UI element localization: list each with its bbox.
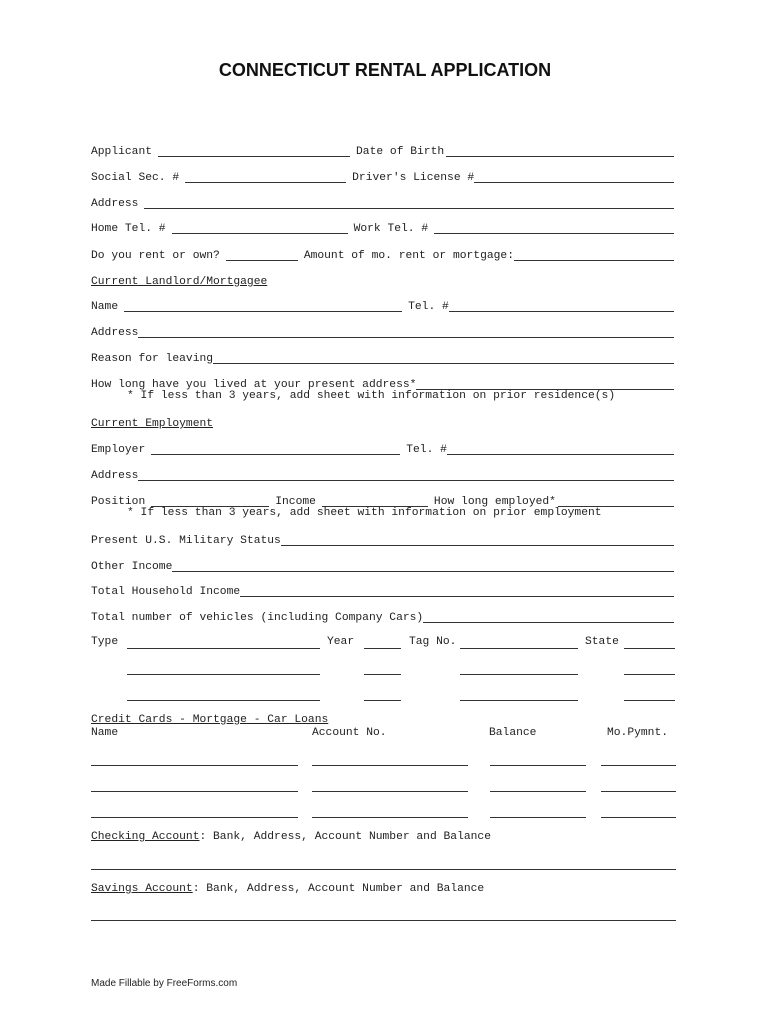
rent-own-field[interactable] xyxy=(226,249,298,261)
row-address xyxy=(91,196,676,210)
row-employer xyxy=(91,442,676,456)
checking-field[interactable] xyxy=(91,869,676,870)
applicant-field[interactable] xyxy=(158,145,350,157)
credit-payment-field-3[interactable] xyxy=(601,817,676,818)
state-label: State xyxy=(585,636,619,648)
vehicles-field[interactable] xyxy=(423,611,674,623)
work-tel-label: Work Tel. # xyxy=(353,223,429,235)
residence-note: * If less than 3 years, add sheet with information on prior residence(s) xyxy=(127,390,616,402)
footer-credit: Made Fillable by FreeForms.com xyxy=(91,978,238,989)
credit-account-field-2[interactable] xyxy=(312,791,468,792)
row-vehicles xyxy=(91,610,676,624)
row-employment-heading xyxy=(91,416,676,430)
how-long-employed-label: How long employed* xyxy=(433,496,556,508)
vehicles-label: Total number of vehicles (including Company Cars) xyxy=(91,612,424,624)
landlord-address-field[interactable] xyxy=(138,326,674,338)
amount-label: Amount of mo. rent or mortgage: xyxy=(303,250,514,262)
credit-balance-field-2[interactable] xyxy=(490,791,586,792)
col-account-label: Account No. xyxy=(312,727,387,739)
how-long-employed-field[interactable] xyxy=(558,495,674,507)
row-phones xyxy=(91,221,676,235)
military-label: Present U.S. Military Status xyxy=(91,535,281,547)
vehicle-year-field-2[interactable] xyxy=(364,674,401,675)
credit-heading: Credit Cards - Mortgage - Car Loans xyxy=(91,714,329,726)
landlord-name-field[interactable] xyxy=(124,300,402,312)
vehicle-type-field-1[interactable] xyxy=(127,648,320,649)
how-long-field[interactable] xyxy=(416,378,674,390)
rent-own-label: Do you rent or own? xyxy=(91,250,220,262)
row-how-long xyxy=(91,377,676,391)
tag-label: Tag No. xyxy=(409,636,457,648)
row-applicant xyxy=(91,144,676,158)
vehicle-state-field-2[interactable] xyxy=(624,674,675,675)
row-rent-own xyxy=(91,248,676,262)
ssn-field[interactable] xyxy=(185,171,346,183)
reason-label: Reason for leaving xyxy=(91,353,214,365)
savings-field[interactable] xyxy=(91,920,676,921)
income-field[interactable] xyxy=(322,495,428,507)
position-field[interactable] xyxy=(151,495,269,507)
vehicle-tag-field-1[interactable] xyxy=(460,648,578,649)
type-label: Type xyxy=(91,636,119,648)
row-household-income xyxy=(91,584,676,598)
reason-field[interactable] xyxy=(213,352,674,364)
vehicle-state-field-3[interactable] xyxy=(624,700,675,701)
savings-heading: Savings Account xyxy=(91,883,193,895)
row-position xyxy=(91,494,676,508)
row-reason xyxy=(91,351,676,365)
home-tel-field[interactable] xyxy=(172,222,348,234)
address-field[interactable] xyxy=(144,197,674,209)
landlord-name-label: Name xyxy=(91,301,119,313)
ssn-label: Social Sec. # xyxy=(91,172,180,184)
row-other-income xyxy=(91,559,676,573)
row-landlord-address xyxy=(91,325,676,339)
row-military xyxy=(91,533,676,547)
savings-description: : Bank, Address, Account Number and Balance xyxy=(192,883,485,895)
credit-name-field-2[interactable] xyxy=(91,791,298,792)
savings-label xyxy=(91,883,484,895)
checking-description: : Bank, Address, Account Number and Balance xyxy=(199,831,491,843)
vehicle-tag-field-2[interactable] xyxy=(460,674,578,675)
credit-account-field-3[interactable] xyxy=(312,817,468,818)
income-label: Income xyxy=(275,496,316,508)
employment-heading: Current Employment xyxy=(91,418,214,430)
vehicle-state-field-1[interactable] xyxy=(624,648,675,649)
dob-label: Date of Birth xyxy=(356,146,445,158)
dob-field[interactable] xyxy=(446,145,674,157)
vehicle-tag-field-3[interactable] xyxy=(460,700,578,701)
applicant-label: Applicant xyxy=(91,146,153,158)
row-employer-address xyxy=(91,468,676,482)
employer-tel-label: Tel. # xyxy=(406,444,447,456)
checking-label xyxy=(91,831,491,843)
amount-field[interactable] xyxy=(514,249,674,261)
row-ssn xyxy=(91,170,676,184)
license-label: Driver's License # xyxy=(352,172,475,184)
landlord-heading: Current Landlord/Mortgagee xyxy=(91,276,268,288)
landlord-tel-label: Tel. # xyxy=(408,301,449,313)
credit-account-field-1[interactable] xyxy=(312,765,468,766)
checking-heading: Checking Account xyxy=(91,831,200,843)
vehicle-type-field-3[interactable] xyxy=(127,700,320,701)
landlord-tel-field[interactable] xyxy=(449,300,674,312)
col-payment-label: Mo.Pymnt. xyxy=(607,727,669,739)
credit-payment-field-1[interactable] xyxy=(601,765,676,766)
license-field[interactable] xyxy=(474,171,674,183)
row-landlord-name xyxy=(91,299,676,313)
address-label: Address xyxy=(91,198,139,210)
employer-field[interactable] xyxy=(151,443,400,455)
employment-note: * If less than 3 years, add sheet with information on prior employment xyxy=(127,507,602,519)
employer-address-label: Address xyxy=(91,470,139,482)
employer-address-field[interactable] xyxy=(138,469,674,481)
position-label: Position xyxy=(91,496,146,508)
household-income-label: Total Household Income xyxy=(91,586,241,598)
landlord-address-label: Address xyxy=(91,327,139,339)
household-income-field[interactable] xyxy=(240,585,674,597)
col-balance-label: Balance xyxy=(489,727,537,739)
vehicle-type-field-2[interactable] xyxy=(127,674,320,675)
military-field[interactable] xyxy=(281,534,674,546)
credit-payment-field-2[interactable] xyxy=(601,791,676,792)
row-landlord-heading xyxy=(91,274,676,288)
home-tel-label: Home Tel. # xyxy=(91,223,166,235)
year-label: Year xyxy=(327,636,355,648)
how-long-label: How long have you lived at your present address* xyxy=(91,379,417,391)
credit-balance-field-3[interactable] xyxy=(490,817,586,818)
other-income-label: Other Income xyxy=(91,561,173,573)
employer-tel-field[interactable] xyxy=(447,443,674,455)
other-income-field[interactable] xyxy=(172,560,674,572)
col-name-label: Name xyxy=(91,727,119,739)
credit-name-field-3[interactable] xyxy=(91,817,298,818)
credit-balance-field-1[interactable] xyxy=(490,765,586,766)
employer-label: Employer xyxy=(91,444,146,456)
form-title: CONNECTICUT RENTAL APPLICATION xyxy=(218,60,552,80)
vehicle-year-field-3[interactable] xyxy=(364,700,401,701)
credit-name-field-1[interactable] xyxy=(91,765,298,766)
work-tel-field[interactable] xyxy=(434,222,674,234)
vehicle-year-field-1[interactable] xyxy=(364,648,401,649)
